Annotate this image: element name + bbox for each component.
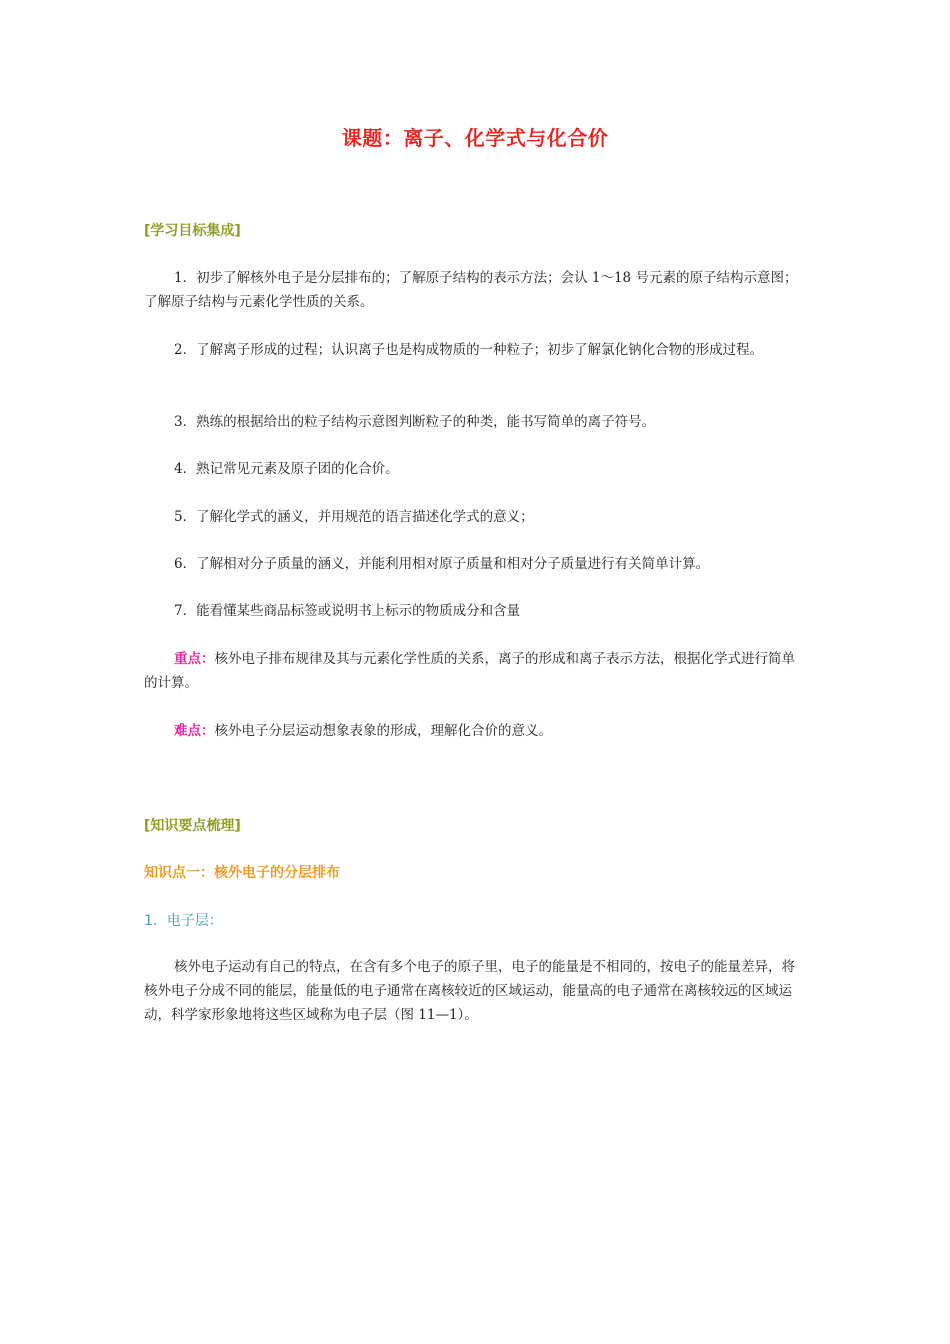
knowledge-heading: [知识要点梳理] bbox=[144, 818, 241, 834]
electron-shell-subtitle: 1．电子层： bbox=[144, 913, 223, 929]
goal-item-5-text: 5．了解化学式的涵义，并用规范的语言描述化学式的意义； bbox=[174, 509, 534, 525]
goal-item-3 bbox=[144, 410, 804, 434]
electron-shell-paragraph-text: 核外电子运动有自己的特点，在含有多个电子的原子里，电子的能量是不相同的，按电子的能量差异，将核外电子分成不同的能层，能量低的电子通常在离核较近的区域运动，能量高的电子通常在离核较远的区域运动，科学家形象地将这些区域称为电子层（图 11—1）。 bbox=[144, 959, 795, 1023]
key-point-text: 核外电子排布规律及其与元素化学性质的关系，离子的形成和离子表示方法，根据化学式进行简单的计算。 bbox=[144, 651, 795, 691]
goal-item-7-text: 7．能看懂某些商品标签或说明书上标示的物质成分和含量 bbox=[174, 603, 521, 619]
goal-item-7 bbox=[144, 599, 804, 623]
difficult-point bbox=[144, 719, 804, 743]
learning-goals-heading: [学习目标集成] bbox=[144, 223, 241, 239]
goal-item-4-text: 4．熟记常见元素及原子团的化合价。 bbox=[174, 461, 399, 477]
goal-item-6 bbox=[144, 552, 804, 576]
key-point-label: 重点： bbox=[174, 651, 215, 667]
goal-item-6-text: 6．了解相对分子质量的涵义，并能利用相对原子质量和相对分子质量进行有关简单计算。 bbox=[174, 556, 710, 572]
goal-item-2-text: 2．了解离子形成的过程；认识离子也是构成物质的一种粒子；初步了解氯化钠化合物的形成过程。 bbox=[174, 342, 764, 358]
goal-item-3-text: 3．熟练的根据给出的粒子结构示意图判断粒子的种类，能书写简单的离子符号。 bbox=[174, 414, 656, 430]
goal-item-1-text: 1．初步了解核外电子是分层排布的；了解原子结构的表示方法；会认 1～18 号元素的原子结构示意图；了解原子结构与元素化学性质的关系。 bbox=[144, 270, 798, 310]
goal-item-1 bbox=[144, 266, 804, 314]
difficult-point-label: 难点： bbox=[174, 723, 215, 739]
electron-shell-paragraph bbox=[144, 955, 804, 1027]
goal-item-2 bbox=[144, 338, 804, 362]
difficult-point-text: 核外电子分层运动想象表象的形成，理解化合价的意义。 bbox=[214, 723, 552, 739]
key-point bbox=[144, 647, 804, 695]
goal-item-5 bbox=[144, 505, 804, 529]
page-title: 课题：离子、化学式与化合价 bbox=[341, 126, 609, 150]
knowledge-point-one-title: 知识点一：核外电子的分层排布 bbox=[144, 865, 340, 881]
goal-item-4 bbox=[144, 457, 804, 481]
